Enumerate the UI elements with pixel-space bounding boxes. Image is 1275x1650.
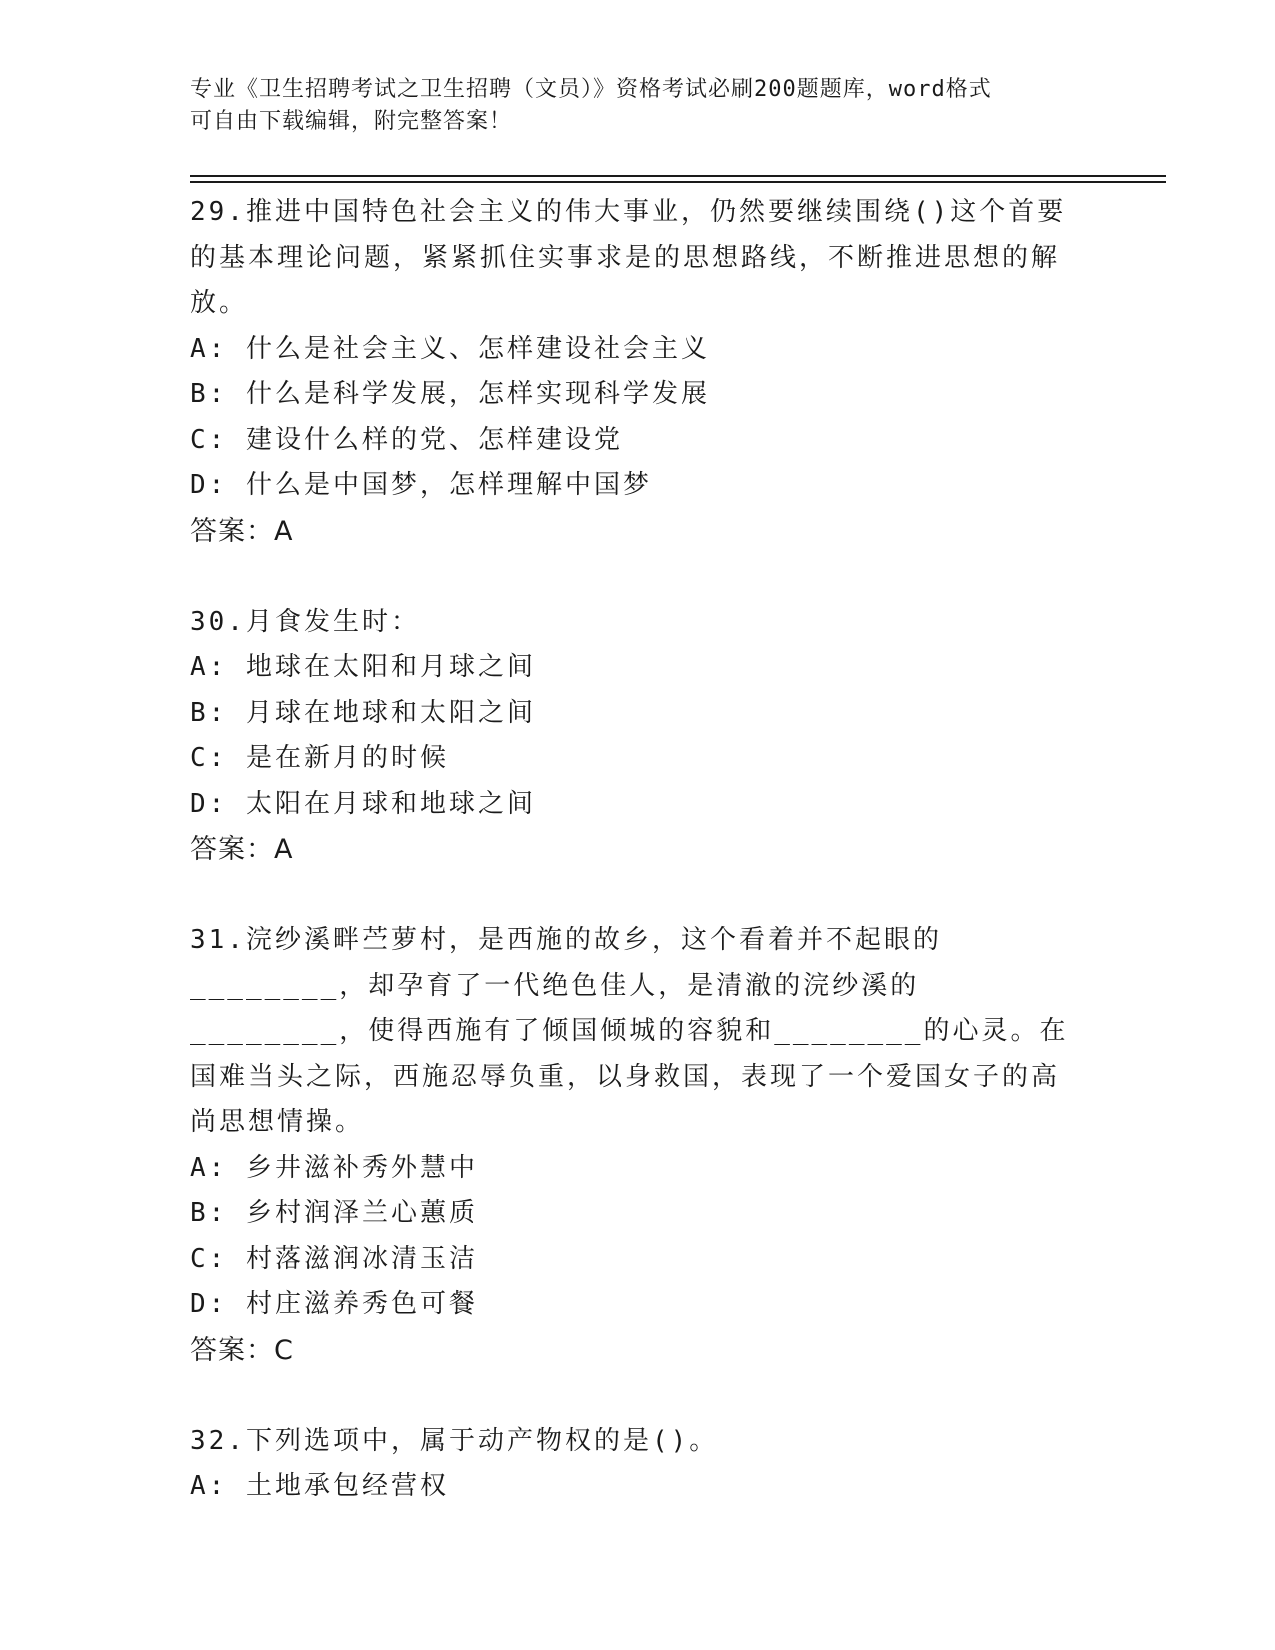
option-a: A: 地球在太阳和月球之间	[190, 652, 536, 682]
option-c: C: 建设什么样的党、怎样建设党	[190, 424, 623, 455]
option-a: A: 乡井滋补秀外慧中	[190, 1152, 478, 1183]
question-32	[190, 1419, 1080, 1510]
header-line-1: 专业《卫生招聘考试之卫生招聘（文员）》资格考试必刷200题题库，word格式	[190, 77, 992, 102]
answer-line: 答案：A	[190, 834, 294, 865]
option-c: C: 村落滋润冰清玉洁	[190, 1243, 478, 1274]
header-rule-top	[190, 175, 1166, 177]
option-a: A: 土地承包经营权	[190, 1471, 449, 1501]
option-c: C: 是在新月的时候	[190, 743, 449, 773]
question-stem: 30.月食发生时：	[190, 606, 420, 637]
answer-line: 答案：A	[190, 515, 294, 547]
question-stem: 32.下列选项中，属于动产物权的是()。	[190, 1425, 719, 1456]
header-line-2: 可自由下载编辑，附完整答案！	[190, 109, 513, 134]
document-header	[190, 74, 1070, 138]
question-spacer	[190, 554, 1080, 600]
question-31	[190, 918, 1080, 1373]
option-b: B: 什么是科学发展，怎样实现科学发展	[190, 379, 710, 409]
question-spacer	[190, 1373, 1080, 1419]
header-rule-bottom	[190, 181, 1166, 183]
question-30	[190, 600, 1080, 873]
answer-line: 答案：C	[190, 1334, 294, 1366]
option-d: D: 什么是中国梦，怎样理解中国梦	[190, 470, 652, 500]
question-stem: 29.推进中国特色社会主义的伟大事业，仍然要继续围绕()这个首要的基本理论问题，紧紧抓住实事求是的思想路线，不断推进思想的解放。	[190, 197, 1067, 318]
option-b: B: 乡村润泽兰心蕙质	[190, 1198, 478, 1228]
question-stem: 31.浣纱溪畔苎萝村，是西施的故乡，这个看着并不起眼的________，却孕育了一代绝色佳人，是清澈的浣纱溪的________，使得西施有了倾国倾城的容貌和________的心灵。在国难当头之际，西施忍辱负重，以身救国，表现了一个爱国女子的高尚思想情操。	[190, 925, 1069, 1137]
option-a: A: 什么是社会主义、怎样建设社会主义	[190, 333, 710, 364]
question-list	[190, 190, 1080, 1510]
question-29	[190, 190, 1080, 554]
option-b: B: 月球在地球和太阳之间	[190, 697, 536, 728]
option-d: D: 太阳在月球和地球之间	[190, 788, 536, 819]
option-d: D: 村庄滋养秀色可餐	[190, 1289, 478, 1319]
question-spacer	[190, 873, 1080, 919]
